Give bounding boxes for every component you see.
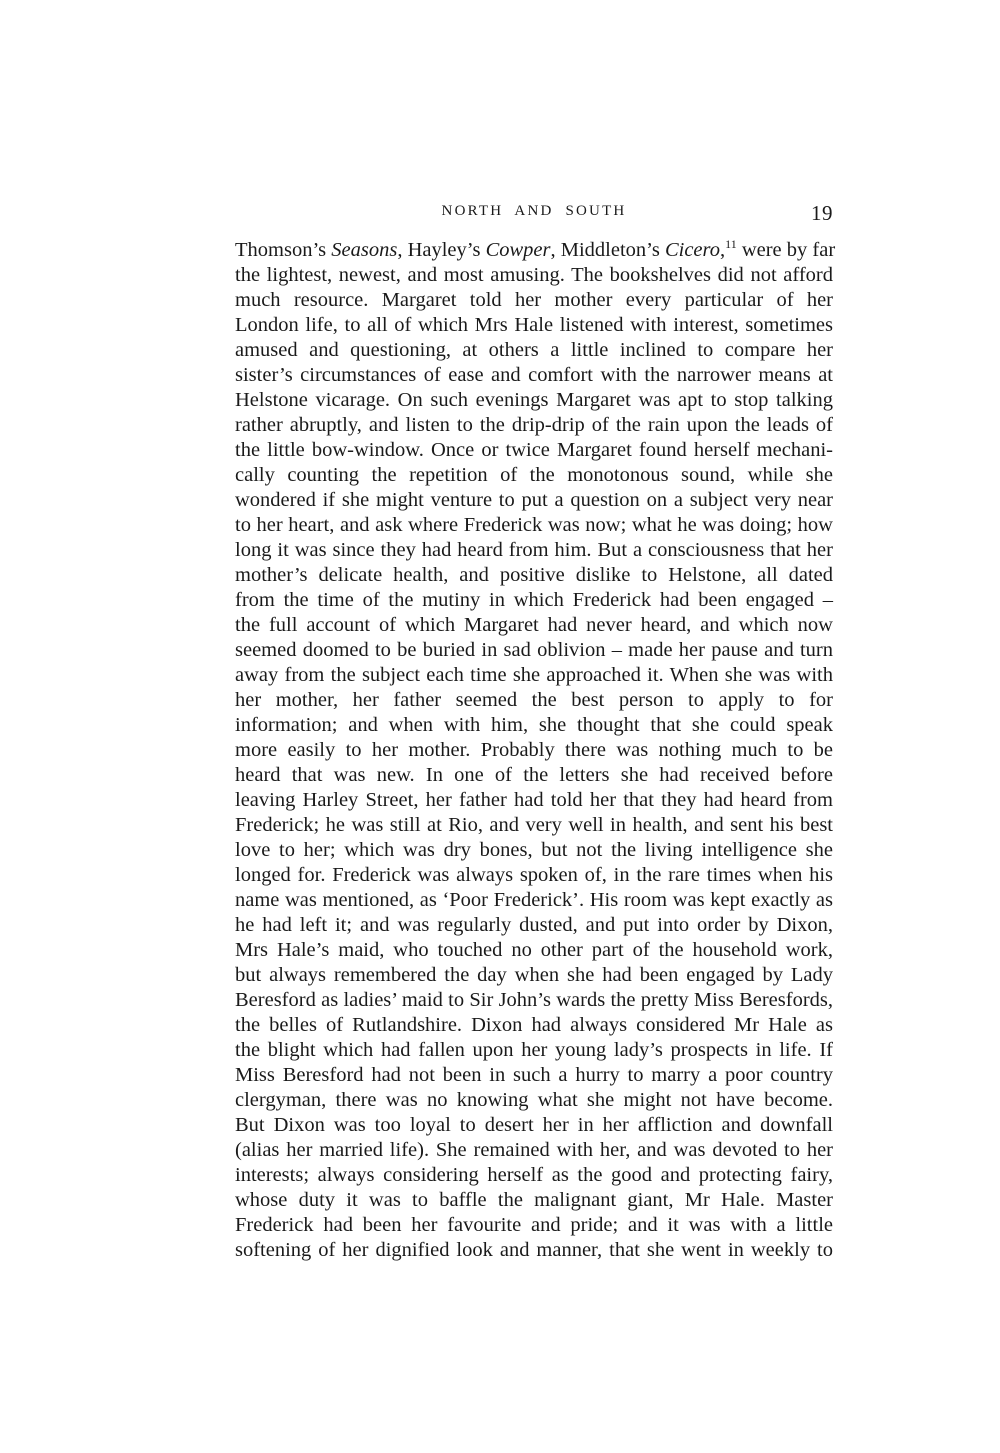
text-line: away from the subject each time she approached it. When she was with <box>235 664 833 686</box>
text-line: Helstone vicarage. On such evenings Margaret was apt to stop talking <box>235 389 833 411</box>
text-line: Miss Beresford had not been in such a hurry to marry a poor country <box>235 1064 833 1086</box>
body-text <box>235 237 836 1263</box>
italic-title: Cowper <box>485 239 551 261</box>
text-line: Frederick had been her favourite and pride; and it was with a little <box>235 1214 833 1236</box>
text-line: information; and when with him, she thought that she could speak <box>235 714 833 736</box>
text-line: amused and questioning, at others a little inclined to compare her <box>235 339 833 361</box>
text-line: more easily to her mother. Probably there was nothing much to be <box>235 739 833 761</box>
text-line: name was mentioned, as ‘Poor Frederick’. His room was kept exactly as <box>235 889 833 911</box>
text-line: leaving Harley Street, her father had told her that they had heard from <box>235 789 833 811</box>
text-line: But Dixon was too loyal to desert her in her affliction and downfall <box>235 1114 833 1136</box>
text-line: the belles of Rutlandshire. Dixon had always considered Mr Hale as <box>235 1014 833 1036</box>
text-line: much resource. Margaret told her mother every particular of her <box>235 289 833 311</box>
text-line: rather abruptly, and listen to the drip-drip of the rain upon the leads of <box>235 414 833 436</box>
page-number: 19 <box>811 201 833 225</box>
text-line: interests; always considering herself as the good and protecting fairy, <box>235 1164 833 1186</box>
text-line: sister’s circumstances of ease and comfort with the narrower means at <box>235 364 833 386</box>
text-line: clergyman, there was no knowing what she might not have become. <box>235 1089 833 1111</box>
text-line: London life, to all of which Mrs Hale listened with interest, sometimes <box>235 314 833 336</box>
text-line: Mrs Hale’s maid, who touched no other part of the household work, <box>235 939 833 961</box>
text-line: mother’s delicate health, and positive dislike to Helstone, all dated <box>235 564 833 586</box>
text-line: her mother, her father seemed the best person to apply to for <box>235 689 833 711</box>
text-run: , Middleton’s <box>550 239 665 261</box>
text-line: love to her; which was dry bones, but not the living intelligence she <box>235 839 833 861</box>
footnote-marker: 11 <box>725 237 737 251</box>
text-line: Beresford as ladies’ maid to Sir John’s wards the pretty Miss Beresfords, <box>235 989 833 1011</box>
text-lines <box>235 263 833 1263</box>
text-line: Frederick; he was still at Rio, and very well in health, and sent his best <box>235 814 833 836</box>
text-run: were by far <box>736 239 836 261</box>
text-run: , <box>720 239 726 261</box>
italic-title: Seasons <box>331 239 398 261</box>
text-line: seemed doomed to be buried in sad oblivion – made her pause and turn <box>235 639 833 661</box>
text-run: Thomson’s <box>235 239 332 261</box>
italic-title: Cicero <box>664 239 721 261</box>
text-run: , Hayley’s <box>397 239 486 261</box>
text-line: wondered if she might venture to put a question on a subject very near <box>235 489 833 511</box>
text-line <box>235 237 836 263</box>
text-line: long it was since they had heard from him. But a consciousness that her <box>235 539 833 561</box>
text-line: whose duty it was to baffle the malignant giant, Mr Hale. Master <box>235 1189 833 1211</box>
text-line: cally counting the repetition of the monotonous sound, while she <box>235 464 833 486</box>
text-line: the blight which had fallen upon her young lady’s prospects in life. If <box>235 1039 833 1061</box>
text-line: from the time of the mutiny in which Frederick had been engaged – <box>235 589 833 611</box>
text-line: longed for. Frederick was always spoken of, in the rare times when his <box>235 864 833 886</box>
text-line: the lightest, newest, and most amusing. The bookshelves did not afford <box>235 264 833 286</box>
text-line: he had left it; and was regularly dusted, and put into order by Dixon, <box>235 914 833 936</box>
text-line: the full account of which Margaret had never heard, and which now <box>235 614 833 636</box>
text-line: but always remembered the day when she had been engaged by Lady <box>235 964 833 986</box>
text-line: to her heart, and ask where Frederick was now; what he was doing; how <box>235 514 833 536</box>
running-title: NORTH AND SOUTH <box>441 203 627 219</box>
text-line: the little bow-window. Once or twice Margaret found herself mechani- <box>235 439 833 461</box>
running-head <box>235 203 833 229</box>
text-line: (alias her married life). She remained with her, and was devoted to her <box>235 1139 833 1161</box>
text-line: heard that was new. In one of the letters she had received before <box>235 764 833 786</box>
text-line: softening of her dignified look and manner, that she went in weekly to <box>235 1239 833 1261</box>
